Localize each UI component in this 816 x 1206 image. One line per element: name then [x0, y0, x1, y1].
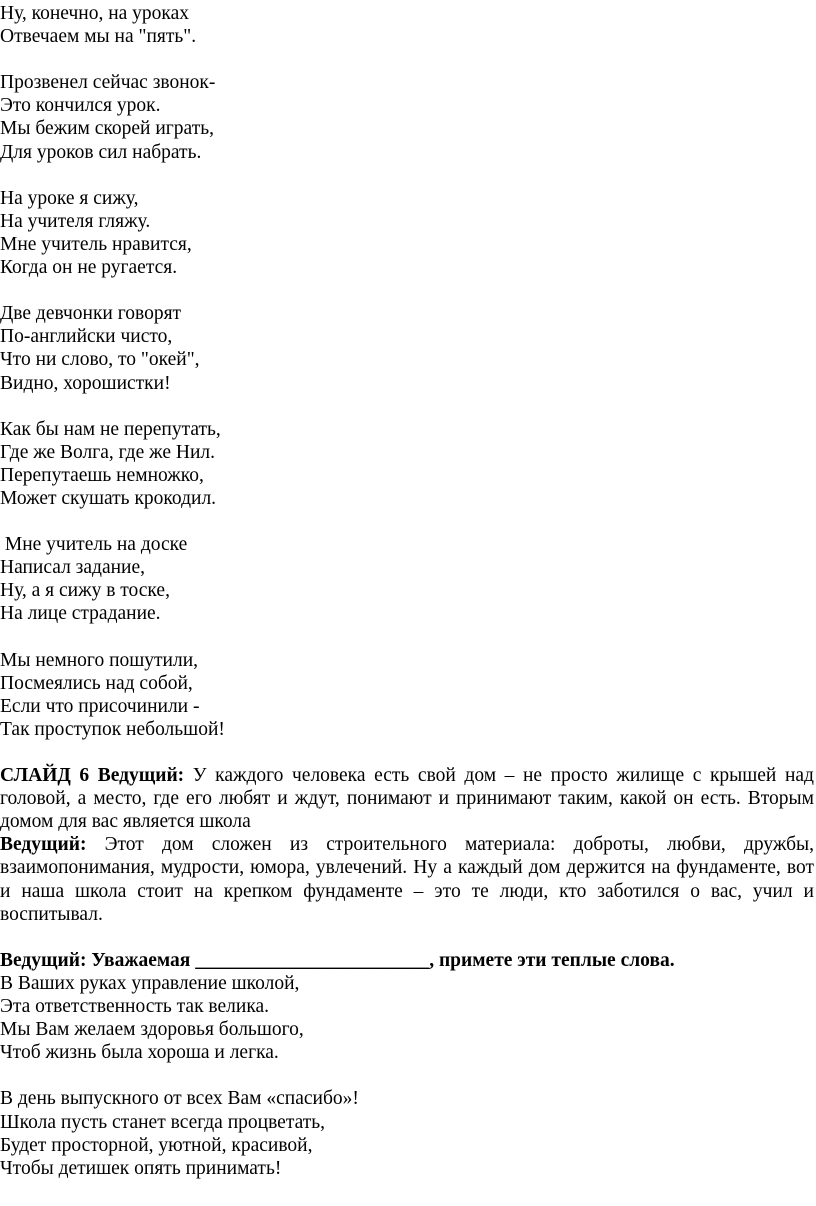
poem-line: По-английски чисто, — [0, 326, 173, 348]
poem-line: Когда он не ругается. — [0, 257, 178, 279]
poem-line: Если что присочинили - — [0, 695, 200, 717]
poem-line: Для уроков сил набрать. — [0, 141, 202, 163]
poem-line: Мне учитель нравится, — [0, 233, 192, 255]
stanza-6 — [0, 533, 814, 625]
host-address — [0, 949, 814, 972]
poem-line: На уроке я сижу, — [0, 187, 139, 209]
slide-paragraph — [0, 764, 814, 833]
poem-line: Мы немного пошутили, — [0, 649, 199, 671]
poem-line: Мне учитель на доске — [0, 534, 188, 556]
poem-line: Будет просторной, уютной, красивой, — [0, 1134, 313, 1156]
stanza-5 — [0, 418, 814, 510]
poem-line: В день выпускного от всех Вам «спасибо»! — [0, 1088, 359, 1110]
stanza-1 — [0, 2, 814, 48]
stanza-2 — [0, 71, 814, 163]
poem-line: Написал задание, — [0, 557, 146, 579]
stanza-4 — [0, 302, 814, 394]
poem-line: Где же Волга, где же Нил. — [0, 441, 215, 463]
host-label: Ведущий: — [0, 834, 87, 856]
name-blank: ________________________ — [190, 949, 430, 971]
host-address-rest: , примете эти теплые слова. — [429, 949, 675, 971]
poem-line: Посмеялись над собой, — [0, 672, 193, 694]
slide-text: У каждого человека есть свой дом – не просто жилище с крышей над головой, а место, где его любят и ждут, понимают и принимают таким, какой он есть. Вторым домом для вас является школа — [0, 765, 814, 833]
document-page — [0, 2, 816, 1180]
poem-line: Эта ответственность так велика. — [0, 996, 270, 1018]
poem-line: Ну, конечно, на уроках — [0, 3, 190, 24]
poem-line: Отвечаем мы на "пять". — [0, 26, 197, 48]
poem-line: На лице страдание. — [0, 603, 161, 625]
poem-line: Как бы нам не перепутать, — [0, 418, 221, 440]
stanza-7 — [0, 649, 814, 741]
poem-line: Две девчонки говорят — [0, 303, 182, 325]
poem-line: Может скушать крокодил. — [0, 487, 217, 509]
host-paragraph — [0, 833, 814, 925]
final-stanza-1 — [0, 972, 814, 1064]
poem-line: Мы Вам желаем здоровья большого, — [0, 1019, 304, 1041]
poem-line: Что ни слово, то "окей", — [0, 349, 200, 371]
poem-line: Прозвенел сейчас звонок- — [0, 72, 216, 94]
poem-line: Перепутаешь немножко, — [0, 464, 204, 486]
slide-label: СЛАЙД 6 Ведущий: — [0, 765, 185, 787]
stanza-3 — [0, 187, 814, 279]
poem-line: Чтобы детишек опять принимать! — [0, 1157, 282, 1179]
poem-line: На учителя гляжу. — [0, 210, 151, 232]
poem-line: Школа пусть станет всегда процветать, — [0, 1111, 326, 1133]
poem-line: Видно, хорошистки! — [0, 372, 171, 394]
poem-line: Это кончился урок. — [0, 95, 161, 117]
host-text: Этот дом сложен из строительного материала: доброты, любви, дружбы, взаимопонимания, мудрости, юмора, увлечений. Ну а каждый дом держится на фундаменте, вот и наша школа стоит на крепком фундаменте – это те люди, кто заботился о вас, учил и воспитывал. — [0, 834, 814, 925]
poem-line: В Ваших руках управление школой, — [0, 972, 300, 994]
poem-line: Ну, а я сижу в тоске, — [0, 580, 170, 602]
poem-line: Так проступок небольшой! — [0, 718, 225, 740]
host-address-label: Ведущий: Уважаемая — [0, 949, 191, 971]
poem-line: Чтоб жизнь была хороша и легка. — [0, 1042, 279, 1064]
poem-line: Мы бежим скорей играть, — [0, 118, 214, 140]
final-stanza-2 — [0, 1087, 814, 1179]
